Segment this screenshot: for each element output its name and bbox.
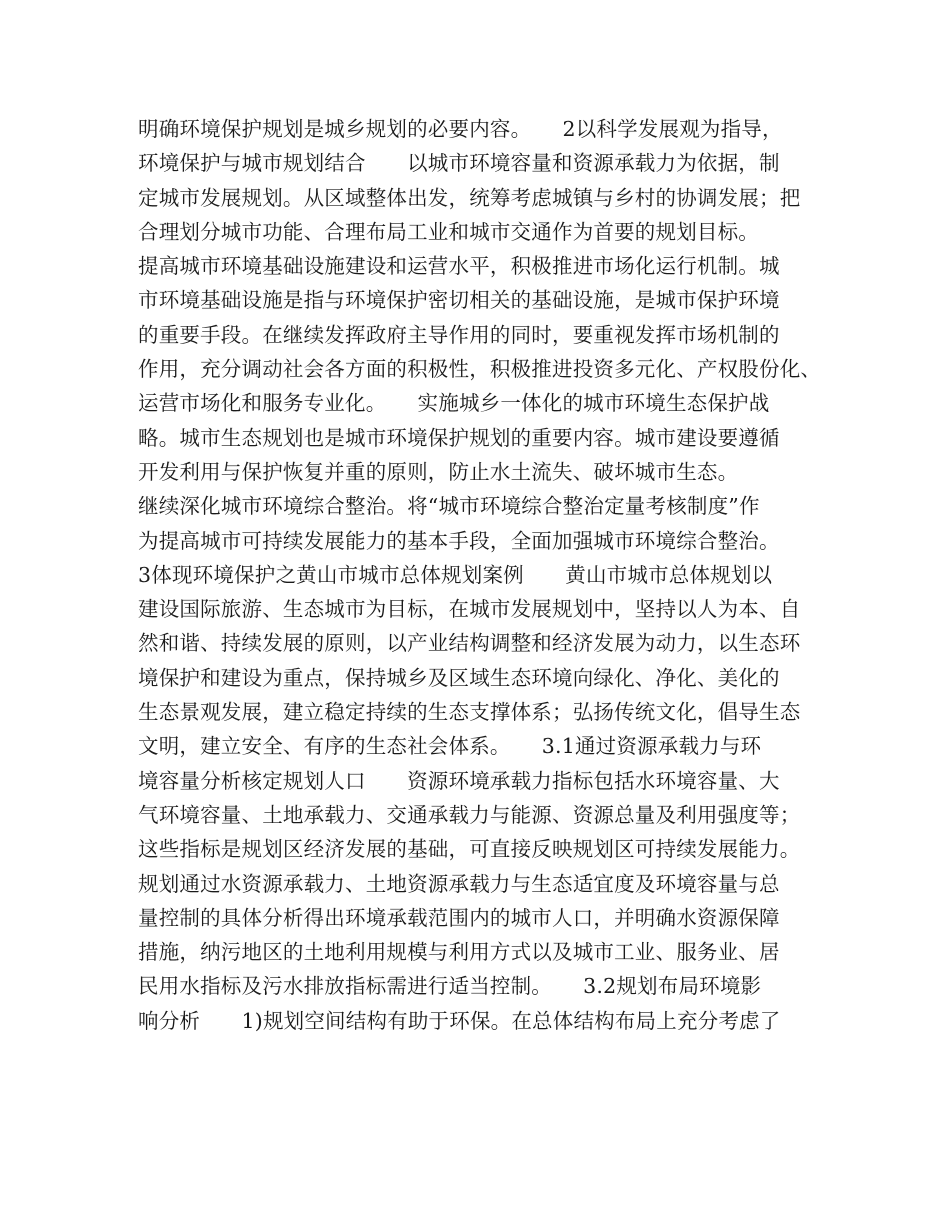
text-line: 建设国际旅游、生态城市为目标，在城市发展规划中，坚持以人为本、自 bbox=[138, 597, 801, 622]
text-line: 规划通过水资源承载力、土地资源承载力与生态适宜度及环境容量与总 bbox=[138, 871, 780, 896]
text-line: 境容量分析核定规划人口 资源环境承载力指标包括水环境容量、大 bbox=[138, 768, 780, 793]
text-line: 3体现环境保护之黄山市城市总体规划案例 黄山市城市总体规划以 bbox=[138, 562, 773, 587]
text-line: 境保护和建设为重点，保持城乡及区域生态环境向绿化、净化、美化的 bbox=[138, 665, 780, 690]
text-line: 继续深化城市环境综合整治。将“城市环境综合整治定量考核制度”作 bbox=[138, 494, 760, 519]
text-line: 环境保护与城市规划结合 以城市环境容量和资源承载力为依据，制 bbox=[138, 151, 780, 176]
text-line: 明确环境保护规划是城乡规划的必要内容。 2以科学发展观为指导， bbox=[138, 117, 783, 141]
text-line: 生态景观发展，建立稳定持续的生态支撑体系；弘扬传统文化，倡导生态 bbox=[138, 700, 801, 725]
text-line: 这些指标是规划区经济发展的基础，可直接反映规划区可持续发展能力。 bbox=[138, 837, 801, 862]
body-text bbox=[138, 112, 822, 1038]
text-line: 然和谐、持续发展的原则，以产业结构调整和经济发展为动力，以生态环 bbox=[138, 631, 801, 656]
text-line: 略。城市生态规划也是城市环境保护规划的重要内容。城市建设要遵循 bbox=[138, 425, 780, 450]
text-line: 合理划分城市功能、合理布局工业和城市交通作为首要的规划目标。 bbox=[138, 219, 759, 244]
text-line: 开发利用与保护恢复并重的原则，防止水土流失、破坏城市生态。 bbox=[138, 459, 739, 484]
text-line: 措施，纳污地区的土地利用规模与利用方式以及城市工业、服务业、居 bbox=[138, 940, 780, 965]
text-line: 气环境容量、土地承载力、交通承载力与能源、资源总量及利用强度等； bbox=[138, 802, 801, 827]
text-line: 响分析 1)规划空间结构有助于环保。在总体结构布局上充分考虑了 bbox=[138, 1008, 781, 1033]
text-line: 的重要手段。在继续发挥政府主导作用的同时，要重视发挥市场机制的 bbox=[138, 322, 780, 347]
text-line: 市环境基础设施是指与环境保护密切相关的基础设施，是城市保护环境 bbox=[138, 288, 780, 313]
text-line: 文明，建立安全、有序的生态社会体系。 3.1通过资源承载力与环 bbox=[138, 734, 762, 759]
text-line: 提高城市环境基础设施建设和运营水平，积极推进市场化运行机制。城 bbox=[138, 254, 780, 279]
text-line: 作用，充分调动社会各方面的积极性，积极推进投资多元化、产权股份化、 bbox=[138, 357, 822, 382]
text-line: 为提高城市可持续发展能力的基本手段，全面加强城市环境综合整治。 bbox=[138, 528, 780, 553]
text-line: 量控制的具体分析得出环境承载范围内的城市人口，并明确水资源保障 bbox=[138, 905, 780, 930]
text-line: 运营市场化和服务专业化。 实施城乡一体化的城市环境生态保护战 bbox=[138, 391, 770, 416]
text-line: 民用水指标及污水排放指标需进行适当控制。 3.2规划布局环境影 bbox=[138, 974, 762, 999]
text-line: 定城市发展规划。从区域整体出发，统筹考虑城镇与乡村的协调发展；把 bbox=[138, 185, 801, 210]
